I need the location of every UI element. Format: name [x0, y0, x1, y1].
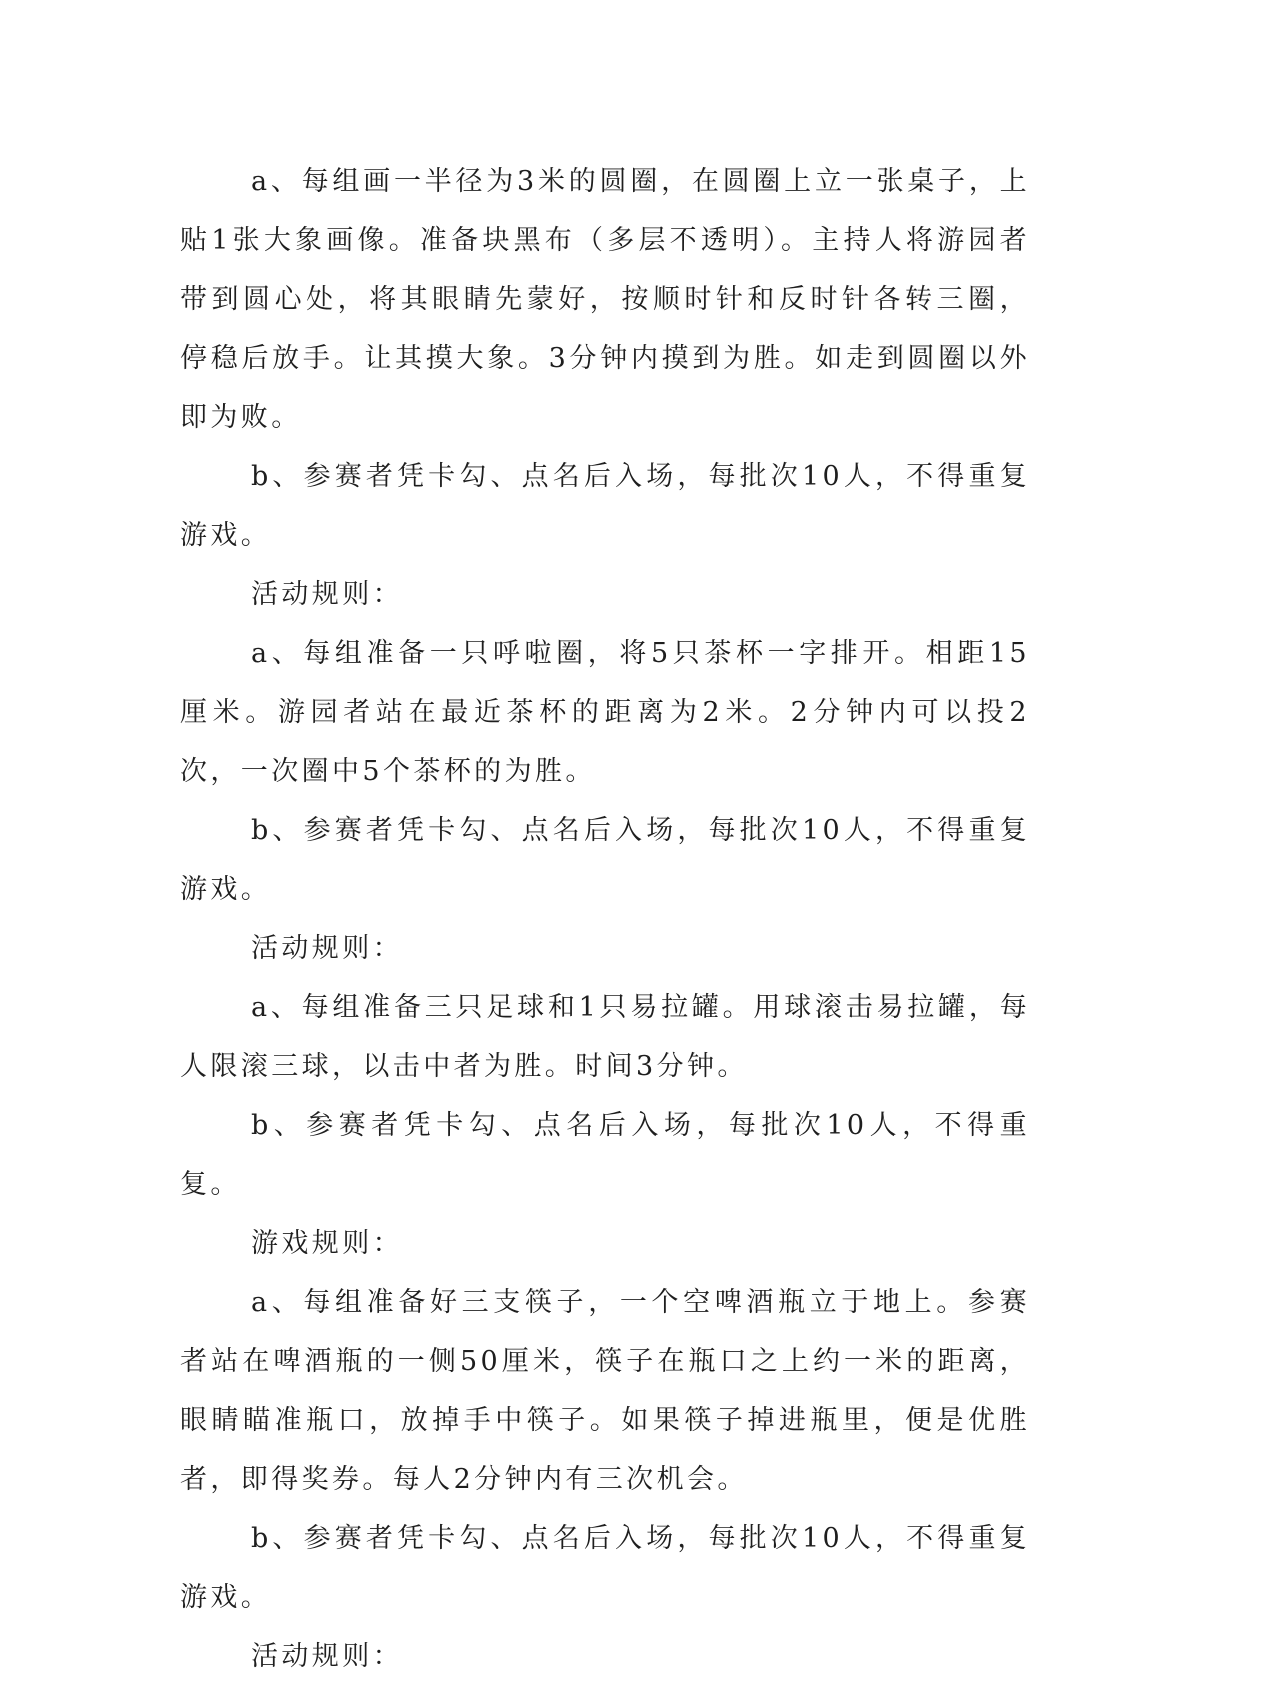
section-heading: 活动规则： — [251, 933, 403, 964]
paragraph: b、参赛者凭卡勾、点名后入场，每批次10人，不得重复游戏。 — [180, 815, 1030, 905]
paragraph: a、每组准备三只足球和1只易拉罐。用球滚击易拉罐，每人限滚三球，以击中者为胜。时间3分钟。 — [180, 992, 1030, 1082]
paragraph: a、每组准备好三支筷子，一个空啤酒瓶立于地上。参赛者站在啤酒瓶的一侧50厘米，筷子在瓶口之上约一米的距离，眼睛瞄准瓶口，放掉手中筷子。如果筷子掉进瓶里，便是优胜者，即得奖券。每人2分钟内有三次机会。 — [180, 1287, 1030, 1495]
section-heading: 活动规则： — [251, 1641, 403, 1672]
paragraph: a、每组准备一只呼啦圈，将5只茶杯一字排开。相距15厘米。游园者站在最近茶杯的距离为2米。2分钟内可以投2次，一次圈中5个茶杯的为胜。 — [180, 638, 1030, 787]
section-heading: 游戏规则： — [251, 1228, 403, 1259]
paragraph: a、每组画一半径为3米的圆圈，在圆圈上立一张桌子，上贴1张大象画像。准备块黑布（多层不透明）。主持人将游园者带到圆心处，将其眼睛先蒙好，按顺时针和反时针各转三圈，停稳后放手。让其摸大象。3分钟内摸到为胜。如走到圆圈以外即为败。 — [180, 166, 1030, 433]
section-heading: 活动规则： — [251, 579, 403, 610]
document-page — [180, 152, 1030, 1686]
paragraph: b、参赛者凭卡勾、点名后入场，每批次10人，不得重复游戏。 — [180, 461, 1030, 551]
paragraph: b、参赛者凭卡勾、点名后入场，每批次10人，不得重复。 — [180, 1110, 1030, 1200]
paragraph: b、参赛者凭卡勾、点名后入场，每批次10人，不得重复游戏。 — [180, 1523, 1030, 1613]
